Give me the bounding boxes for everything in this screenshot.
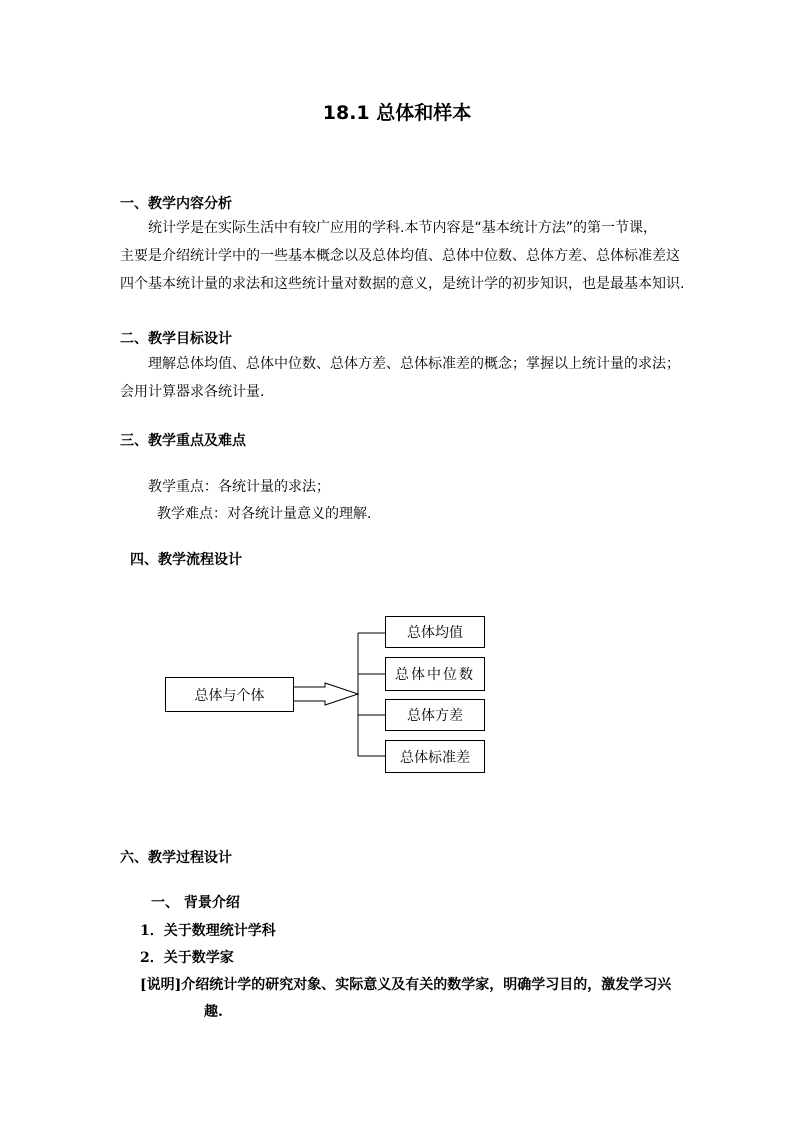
flow-target-box-stddev bbox=[385, 740, 485, 773]
note-line: 趣. bbox=[204, 1004, 223, 1020]
section-heading-objectives: 二、教学目标设计 bbox=[120, 331, 232, 347]
page-title: 18.1 总体和样本 bbox=[322, 102, 472, 124]
section-content-analysis-body bbox=[120, 214, 685, 298]
section-heading-key-points: 三、教学重点及难点 bbox=[120, 433, 246, 449]
difficulty-line: 教学难点：对各统计量意义的理解. bbox=[157, 506, 372, 522]
flow-source-label: 总体与个体 bbox=[194, 687, 265, 704]
paragraph-line: 主要是介绍统计学中的一些基本概念以及总体均值、总体中位数、总体方差、总体标准差这 bbox=[120, 248, 680, 264]
flow-target-label: 总体标准差 bbox=[400, 749, 470, 766]
section-heading-flow: 四、教学流程设计 bbox=[130, 552, 242, 568]
list-item: 1．关于数理统计学科 bbox=[140, 923, 276, 939]
paragraph-line: 会用计算器求各统计量. bbox=[120, 384, 265, 400]
flow-target-box-variance bbox=[385, 699, 485, 731]
key-point-line: 教学重点：各统计量的求法； bbox=[148, 479, 330, 495]
section-objectives-body bbox=[120, 350, 680, 406]
flow-source-box bbox=[165, 677, 294, 712]
paragraph-line: 统计学是在实际生活中有较广应用的学科.本节内容是“基本统计方法”的第一节课， bbox=[148, 220, 657, 236]
flow-target-label: 总体均值 bbox=[407, 625, 463, 641]
section-heading-process: 六、教学过程设计 bbox=[120, 850, 232, 866]
list-item: 2．关于数学家 bbox=[140, 950, 234, 966]
note-line: [说明]介绍统计学的研究对象、实际意义及有关的数学家，明确学习目的，激发学习兴 bbox=[140, 977, 672, 993]
flow-target-box-median bbox=[385, 657, 485, 691]
flow-target-box-mean bbox=[385, 616, 485, 648]
paragraph-line: 四个基本统计量的求法和这些统计量对数据的意义，是统计学的初步知识，也是最基本知识. bbox=[120, 276, 685, 292]
subsection-background: 一、 背景介绍 bbox=[151, 895, 240, 911]
paragraph-line: 理解总体均值、总体中位数、总体方差、总体标准差的概念；掌握以上统计量的求法； bbox=[148, 356, 680, 372]
flow-target-label: 总体中位数 bbox=[395, 667, 475, 683]
flow-arrow bbox=[293, 683, 358, 705]
section-heading-content-analysis: 一、教学内容分析 bbox=[120, 196, 232, 212]
flow-target-label: 总体方差 bbox=[407, 708, 463, 724]
